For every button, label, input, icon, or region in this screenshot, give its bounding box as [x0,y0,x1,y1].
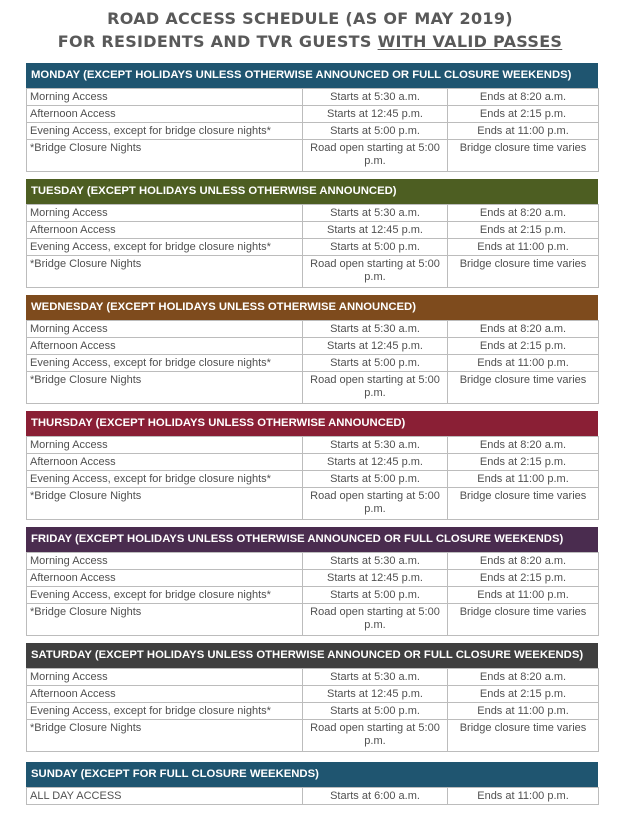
table-row [27,256,599,288]
schedule-section-tuesday [26,179,598,288]
access-label: Afternoon Access [27,454,303,471]
access-end: Ends at 2:15 p.m. [448,338,599,355]
schedule-table [26,668,599,752]
table-row [27,669,599,686]
access-label: Morning Access [27,89,303,106]
access-label: Afternoon Access [27,686,303,703]
table-row [27,89,599,106]
access-end: Ends at 8:20 a.m. [448,321,599,338]
table-row [27,604,599,636]
access-start: Starts at 5:30 a.m. [303,437,448,454]
access-start: Starts at 12:45 p.m. [303,454,448,471]
access-label: Evening Access, except for bridge closure nights* [27,703,303,720]
access-end: Ends at 2:15 p.m. [448,222,599,239]
access-label: *Bridge Closure Nights [27,720,303,752]
access-end: Ends at 8:20 a.m. [448,669,599,686]
access-label: Morning Access [27,321,303,338]
access-label: Afternoon Access [27,338,303,355]
schedule-section-monday [26,63,598,172]
access-end: Ends at 2:15 p.m. [448,106,599,123]
access-label: *Bridge Closure Nights [27,604,303,636]
table-row [27,720,599,752]
schedule-section-thursday [26,411,598,520]
access-label: *Bridge Closure Nights [27,256,303,288]
section-header: TUESDAY (EXCEPT HOLIDAYS UNLESS OTHERWISE ANNOUNCED) [26,179,598,204]
access-end: Ends at 2:15 p.m. [448,454,599,471]
table-row [27,553,599,570]
access-label: Morning Access [27,669,303,686]
access-start: Starts at 6:00 a.m. [303,788,448,805]
access-start: Starts at 5:00 p.m. [303,239,448,256]
access-end: Ends at 8:20 a.m. [448,205,599,222]
access-start: Road open starting at 5:00 p.m. [303,720,448,752]
access-end: Ends at 11:00 p.m. [448,587,599,604]
access-label: Morning Access [27,553,303,570]
access-start: Road open starting at 5:00 p.m. [303,604,448,636]
table-row [27,437,599,454]
access-start: Starts at 5:30 a.m. [303,669,448,686]
access-label: ALL DAY ACCESS [27,788,303,805]
schedule-table [26,88,599,172]
access-start: Starts at 5:30 a.m. [303,553,448,570]
access-label: *Bridge Closure Nights [27,372,303,404]
page-subtitle [0,32,620,51]
access-end: Ends at 11:00 p.m. [448,471,599,488]
table-row [27,570,599,587]
schedule-section-wednesday [26,295,598,404]
access-end: Ends at 11:00 p.m. [448,123,599,140]
access-start: Starts at 5:00 p.m. [303,471,448,488]
table-row [27,703,599,720]
access-end: Bridge closure time varies [448,488,599,520]
schedule-table [26,204,599,288]
section-header: MONDAY (EXCEPT HOLIDAYS UNLESS OTHERWISE ANNOUNCED OR FULL CLOSURE WEEKENDS) [26,63,598,88]
schedule-section-sunday [26,762,598,805]
table-row [27,140,599,172]
table-row [27,106,599,123]
access-start: Starts at 12:45 p.m. [303,570,448,587]
table-row [27,587,599,604]
access-start: Starts at 12:45 p.m. [303,338,448,355]
access-end: Ends at 8:20 a.m. [448,89,599,106]
access-start: Starts at 12:45 p.m. [303,686,448,703]
access-start: Road open starting at 5:00 p.m. [303,140,448,172]
table-row [27,338,599,355]
subtitle-underlined-text: WITH VALID PASSES [377,32,563,51]
schedule-table [26,787,599,805]
access-end: Bridge closure time varies [448,140,599,172]
table-row [27,471,599,488]
access-end: Ends at 11:00 p.m. [448,355,599,372]
access-start: Starts at 12:45 p.m. [303,222,448,239]
table-row [27,372,599,404]
section-header: THURSDAY (EXCEPT HOLIDAYS UNLESS OTHERWISE ANNOUNCED) [26,411,598,436]
access-start: Road open starting at 5:00 p.m. [303,256,448,288]
section-header: WEDNESDAY (EXCEPT HOLIDAYS UNLESS OTHERWISE ANNOUNCED) [26,295,598,320]
section-header: SATURDAY (EXCEPT HOLIDAYS UNLESS OTHERWISE ANNOUNCED OR FULL CLOSURE WEEKENDS) [26,643,598,668]
schedule-table [26,436,599,520]
schedule-section-saturday [26,643,598,752]
access-label: *Bridge Closure Nights [27,488,303,520]
access-label: Evening Access, except for bridge closure nights* [27,471,303,488]
access-start: Starts at 5:00 p.m. [303,123,448,140]
access-end: Ends at 2:15 p.m. [448,686,599,703]
access-end: Bridge closure time varies [448,256,599,288]
access-end: Bridge closure time varies [448,372,599,404]
access-label: Evening Access, except for bridge closure nights* [27,355,303,372]
section-header: SUNDAY (EXCEPT FOR FULL CLOSURE WEEKENDS) [26,762,598,787]
table-row [27,222,599,239]
access-label: Afternoon Access [27,222,303,239]
access-label: Evening Access, except for bridge closure nights* [27,587,303,604]
access-label: Afternoon Access [27,570,303,587]
schedule-table [26,552,599,636]
access-start: Starts at 5:30 a.m. [303,321,448,338]
table-row [27,205,599,222]
table-row [27,788,599,805]
schedule-table [26,320,599,404]
access-end: Ends at 2:15 p.m. [448,570,599,587]
access-start: Starts at 5:00 p.m. [303,703,448,720]
access-end: Ends at 8:20 a.m. [448,553,599,570]
section-header: FRIDAY (EXCEPT HOLIDAYS UNLESS OTHERWISE ANNOUNCED OR FULL CLOSURE WEEKENDS) [26,527,598,552]
table-row [27,454,599,471]
access-label: Morning Access [27,205,303,222]
subtitle-text: FOR RESIDENTS AND TVR GUESTS [57,32,378,51]
access-start: Starts at 12:45 p.m. [303,106,448,123]
access-label: Afternoon Access [27,106,303,123]
access-start: Road open starting at 5:00 p.m. [303,488,448,520]
table-row [27,239,599,256]
table-row [27,123,599,140]
access-end: Ends at 8:20 a.m. [448,437,599,454]
table-row [27,355,599,372]
schedule-section-friday [26,527,598,636]
access-end: Bridge closure time varies [448,604,599,636]
access-label: *Bridge Closure Nights [27,140,303,172]
access-end: Bridge closure time varies [448,720,599,752]
access-start: Road open starting at 5:00 p.m. [303,372,448,404]
access-start: Starts at 5:30 a.m. [303,89,448,106]
access-end: Ends at 11:00 p.m. [448,239,599,256]
table-row [27,488,599,520]
table-row [27,686,599,703]
access-label: Evening Access, except for bridge closure nights* [27,239,303,256]
access-start: Starts at 5:30 a.m. [303,205,448,222]
access-end: Ends at 11:00 p.m. [448,788,599,805]
access-label: Morning Access [27,437,303,454]
table-row [27,321,599,338]
access-start: Starts at 5:00 p.m. [303,587,448,604]
page-title: ROAD ACCESS SCHEDULE (AS OF MAY 2019) [107,9,513,28]
access-label: Evening Access, except for bridge closure nights* [27,123,303,140]
access-end: Ends at 11:00 p.m. [448,703,599,720]
access-start: Starts at 5:00 p.m. [303,355,448,372]
